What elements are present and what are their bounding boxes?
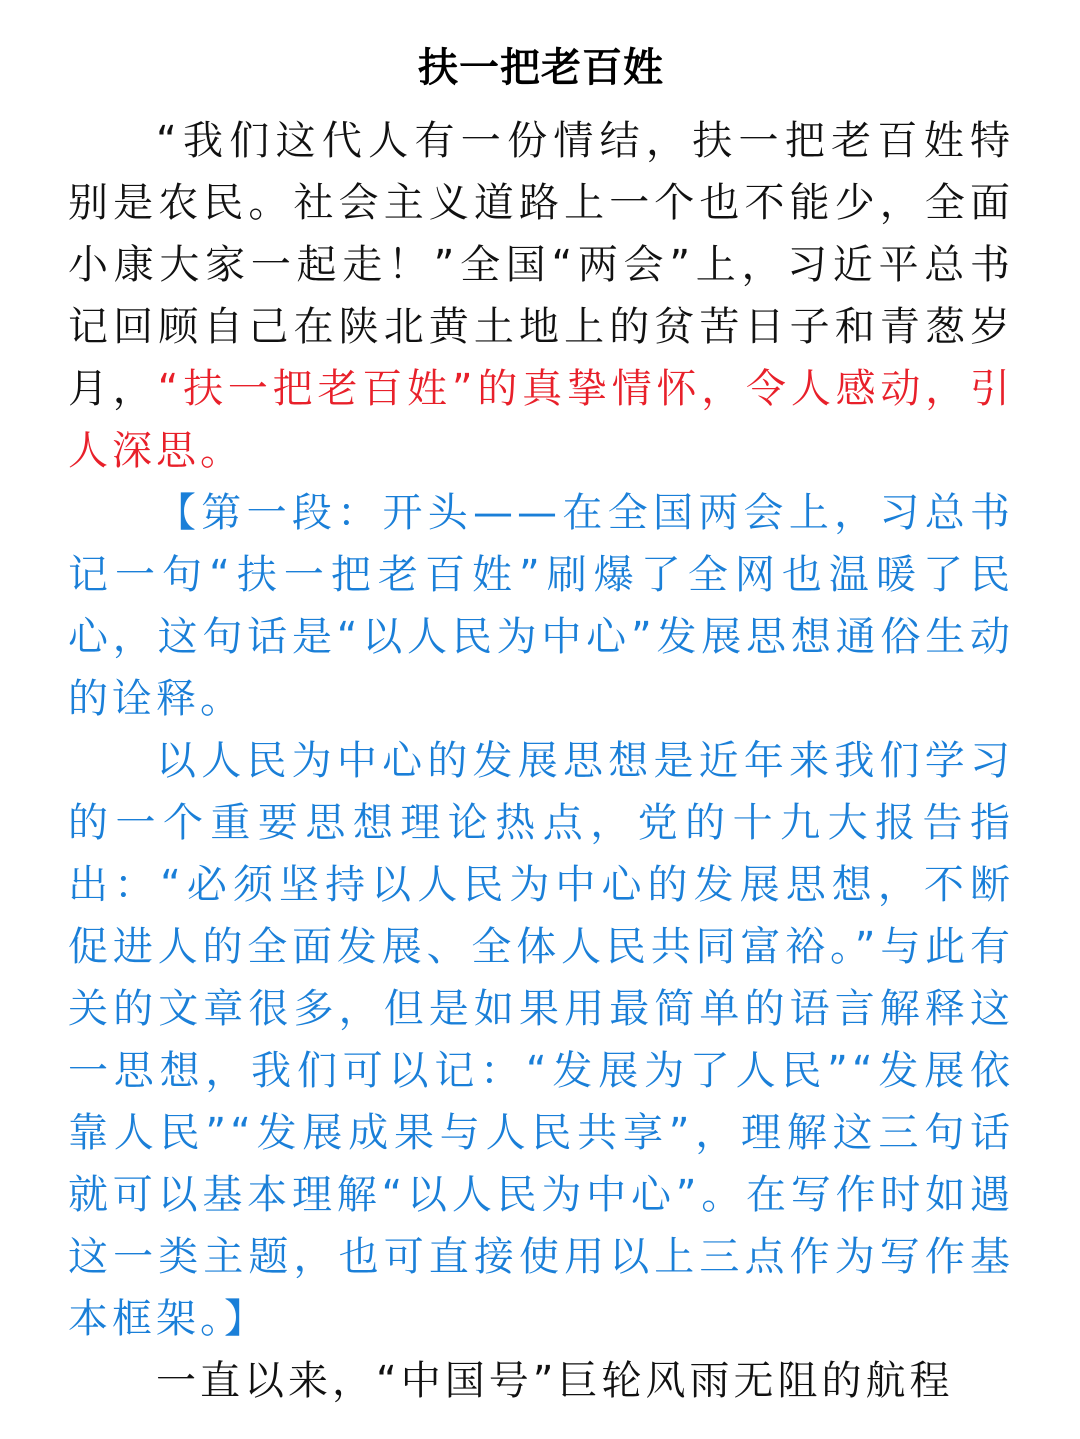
annotation-paragraph-1: 【第一段：开头——在全国两会上，习总书记一句“扶一把老百姓”刷爆了全网也温暖了民心，这句话是“以人民为中心”发展思想通俗生动的诠释。	[68, 490, 1014, 722]
paragraph-continued: 一直以来，“中国号”巨轮风雨无阻的航程	[156, 1358, 954, 1404]
paragraph-intro-text: “我们这代人有一份情结，扶一把老百姓特别是农民。社会主义道路上一个也不能少，全面小康大家一起走！”全国“两会”上，习近平总书记回顾自己在陕北黄土地上的贫苦日子和青葱岁月，	[68, 118, 1014, 412]
highlighted-sentence: “扶一把老百姓”的真挚情怀，令人感动，引人深思。	[68, 366, 1014, 474]
annotation-paragraph-2: 以人民为中心的发展思想是近年来我们学习的一个重要思想理论热点，党的十九大报告指出：“必须坚持以人民为中心的发展思想，不断促进人的全面发展、全体人民共同富裕。”与此有关的文章很多，但是如果用最简单的语言解释这一思想，我们可以记：“发展为了人民”“发展依靠人民”“发展成果与人民共享”，理解这三句话就可以基本理解“以人民为中心”。在写作时如遇这一类主题，也可直接使用以上三点作为写作基本框架。】	[68, 738, 1014, 1342]
document-title: 扶一把老百姓	[418, 44, 664, 91]
paragraph-intro	[68, 110, 1014, 482]
